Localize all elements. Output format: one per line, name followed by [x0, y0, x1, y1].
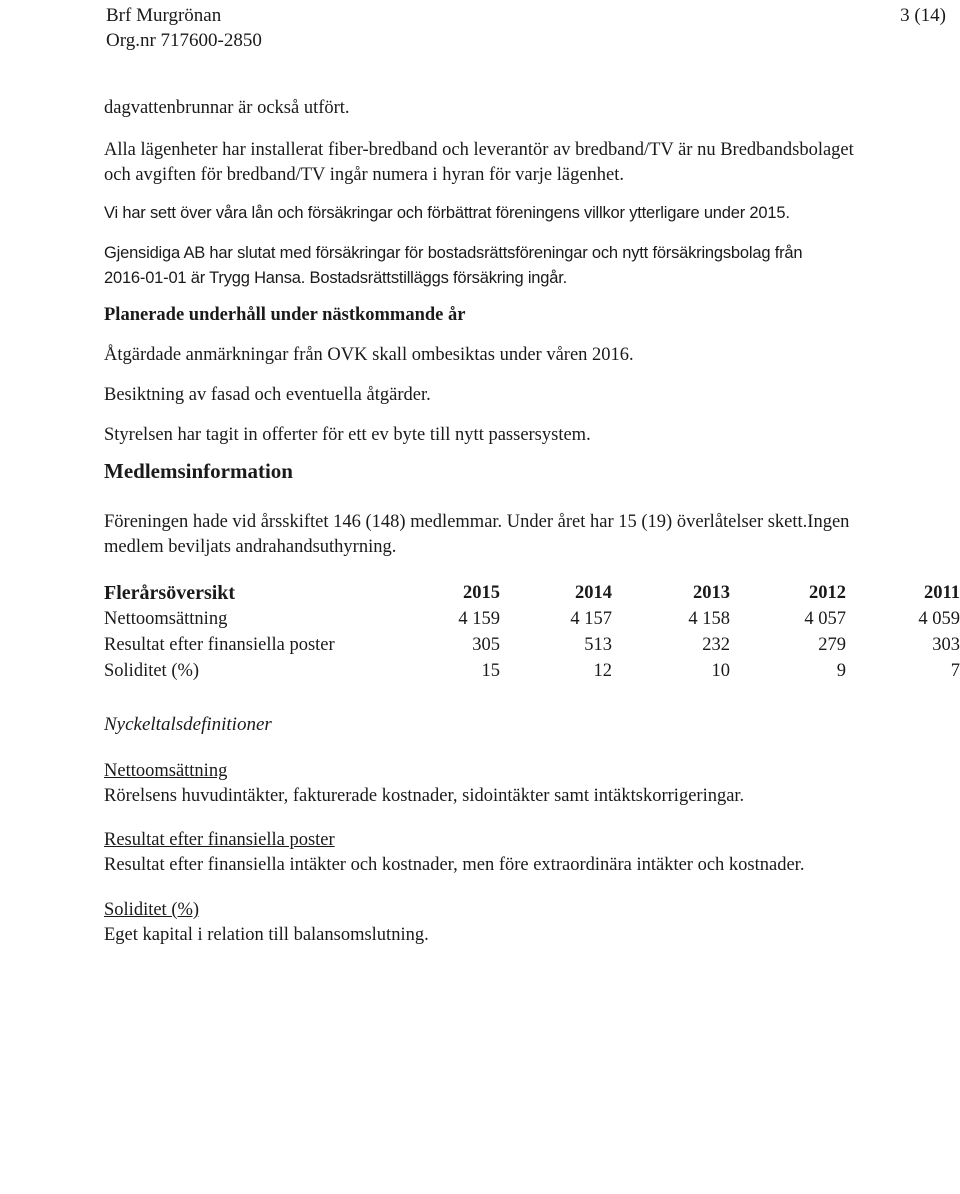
paragraph-members	[104, 510, 954, 560]
maintenance-item: Styrelsen har tagit in offerter för ett ev byte till nytt passersystem.	[104, 425, 591, 445]
table-cell: 4 159	[458, 609, 500, 629]
row-label: Soliditet (%)	[104, 661, 200, 681]
table-cell: 303	[932, 635, 960, 655]
definition-text: Resultat efter finansiella intäkter och kostnader, men före extraordinära intäkter och kostnader.	[104, 855, 805, 875]
maintenance-item: Besiktning av fasad och eventuella åtgärder.	[104, 385, 431, 405]
table-row	[104, 632, 960, 658]
paragraph-line: och avgiften för bredband/TV ingår numera i hyran för varje lägenhet.	[104, 165, 625, 185]
paragraph-insurance	[104, 241, 954, 291]
paragraph-loans: Vi har sett över våra lån och försäkringar och förbättrat föreningens villkor ytterligare under 2015.	[104, 204, 790, 222]
table-row	[104, 606, 960, 632]
page-number: 3 (14)	[900, 5, 946, 26]
org-number: Org.nr 717600-2850	[106, 30, 262, 51]
row-label: Nettoomsättning	[104, 609, 228, 629]
paragraph-line: medlem beviljats andrahandsuthyrning.	[104, 537, 397, 557]
definition-text: Eget kapital i relation till balansomslutning.	[104, 925, 429, 945]
table-cell: 4 158	[688, 609, 730, 629]
multi-year-overview-table	[104, 580, 960, 684]
paragraph-line: Alla lägenheter har installerat fiber-bredband och leverantör av bredband/TV är nu Bredbandsbolaget	[104, 140, 854, 160]
year-header: 2011	[924, 583, 960, 603]
table-title: Flerårsöversikt	[104, 582, 236, 604]
definition-term: Soliditet (%)	[104, 900, 200, 920]
paragraph-line: Föreningen hade vid årsskiftet 146 (148) medlemmar. Under året har 15 (19) överlåtelser skett.Ingen	[104, 512, 850, 532]
year-header: 2015	[463, 583, 500, 603]
table-cell: 4 057	[804, 609, 846, 629]
definition-item	[104, 759, 954, 809]
year-header: 2013	[693, 583, 730, 603]
heading-maintenance: Planerade underhåll under nästkommande år	[104, 305, 466, 325]
row-label: Resultat efter finansiella poster	[104, 635, 335, 655]
table-cell: 232	[702, 635, 730, 655]
year-header: 2014	[575, 583, 612, 603]
table-cell: 279	[818, 635, 846, 655]
year-header: 2012	[809, 583, 846, 603]
table-cell: 9	[836, 661, 846, 681]
definition-term: Resultat efter finansiella poster	[104, 830, 335, 850]
definitions-heading: Nyckeltalsdefinitioner	[104, 714, 272, 735]
page-header-left	[106, 3, 262, 53]
table-cell: 7	[950, 661, 960, 681]
definition-text: Rörelsens huvudintäkter, fakturerade kostnader, sidointäkter samt intäktskorrigeringar.	[104, 786, 745, 806]
maintenance-item: Åtgärdade anmärkningar från OVK skall ombesiktas under våren 2016.	[104, 345, 634, 365]
table-cell: 4 059	[918, 609, 960, 629]
table-cell: 305	[472, 635, 500, 655]
org-name: Brf Murgrönan	[106, 5, 222, 26]
table-cell: 12	[593, 661, 612, 681]
definition-term: Nettoomsättning	[104, 761, 228, 781]
table-cell: 4 157	[570, 609, 612, 629]
table-row	[104, 658, 960, 684]
paragraph-line: Gjensidiga AB har slutat med försäkringar för bostadsrättsföreningar och nytt försäkringsbolag från	[104, 244, 803, 262]
table-cell: 513	[584, 635, 612, 655]
paragraph-drainage: dagvattenbrunnar är också utfört.	[104, 98, 350, 118]
heading-members: Medlemsinformation	[104, 459, 293, 483]
paragraph-broadband	[104, 138, 954, 188]
paragraph-line: 2016-01-01 är Trygg Hansa. Bostadsrättstilläggs försäkring ingår.	[104, 269, 568, 287]
definition-item	[104, 828, 954, 878]
table-cell: 15	[481, 661, 500, 681]
definition-item	[104, 898, 954, 948]
table-header-row	[104, 580, 960, 606]
table-cell: 10	[711, 661, 730, 681]
